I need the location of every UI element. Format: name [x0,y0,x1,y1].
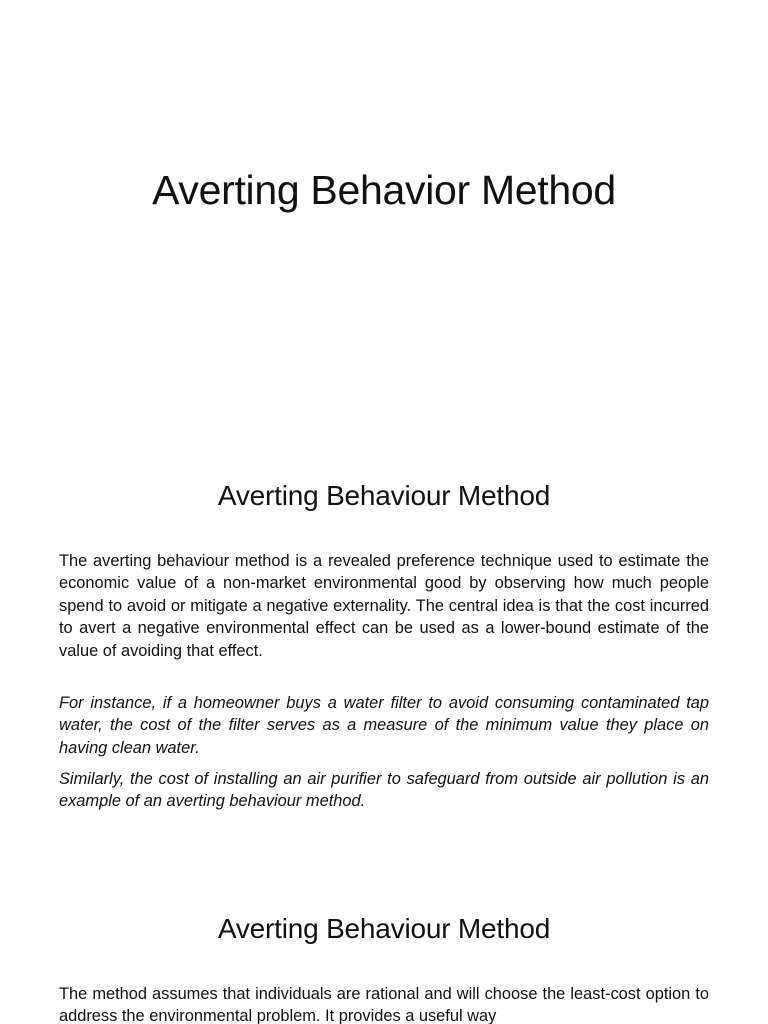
content-slide [0,432,768,864]
definition-paragraph: The averting behaviour method is a revealed preference technique used to estimate the economic value of a non-market environmental good by observing how much people spend to avoid or mitigate a negative externality. The central idea is that the cost incurred to avert a negative environmental effect can be used as a lower-bound estimate of the value of avoiding that effect. [59,552,709,660]
slide-heading: Averting Behaviour Method [217,480,551,511]
content-slide [0,864,768,1024]
water-filter-example-paragraph: For instance, if a homeowner buys a water filter to avoid consuming contaminated tap water, the cost of the filter serves as a measure of the minimum value they place on having clean water. [59,694,709,757]
slide-heading: Averting Behaviour Method [217,913,551,944]
assumption-paragraph: The method assumes that individuals are rational and will choose the least-cost option to address the environmental problem. It provides a useful way [59,985,709,1024]
presentation-title: Averting Behavior Method [152,167,616,213]
air-purifier-example-paragraph: Similarly, the cost of installing an air purifier to safeguard from outside air pollution is an example of an averting behaviour method. [59,770,709,811]
title-slide [0,0,768,432]
